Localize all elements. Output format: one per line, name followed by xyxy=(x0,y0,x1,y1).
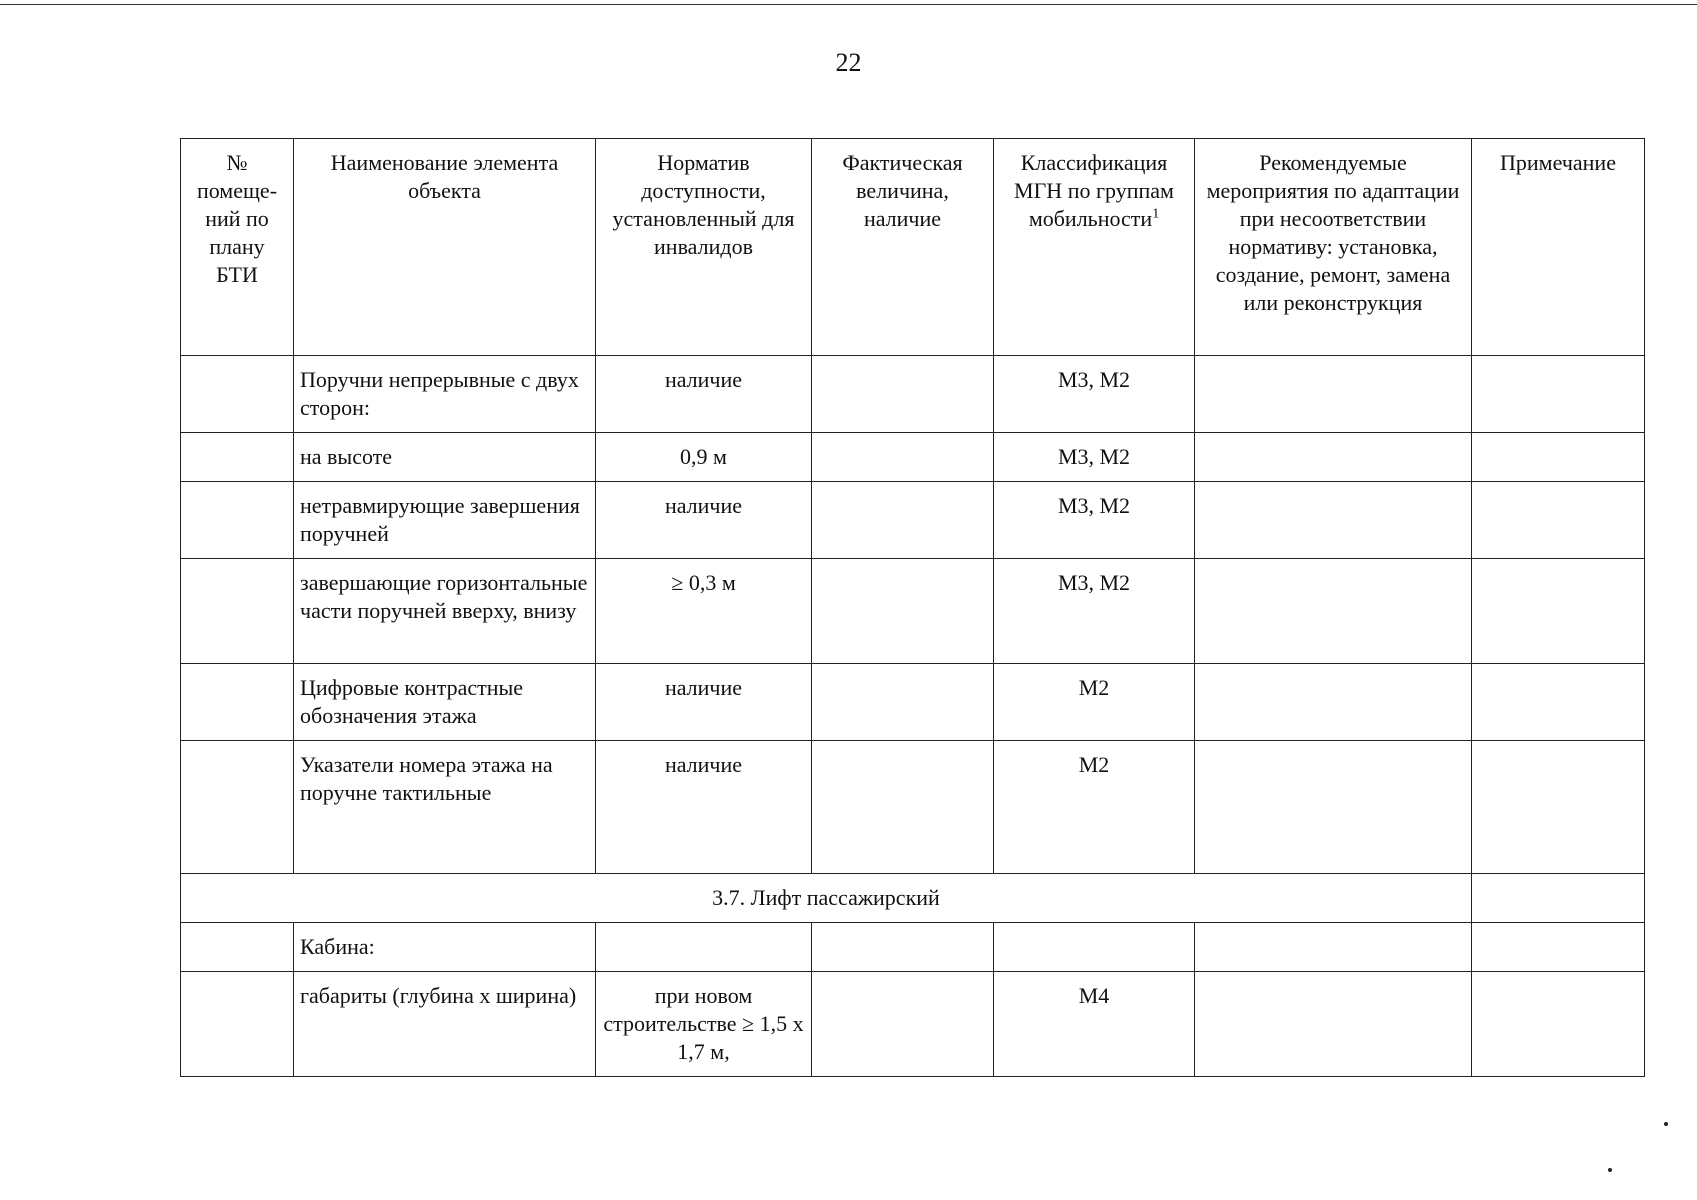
cell-class: М4 xyxy=(994,972,1195,1077)
cell-measures xyxy=(1195,741,1472,874)
header-room-number: № помеще- ний по плану БТИ xyxy=(181,139,294,356)
cell-class: М2 xyxy=(994,741,1195,874)
cell-num xyxy=(181,482,294,559)
table-row xyxy=(181,559,1645,664)
cell-actual xyxy=(812,433,994,482)
header-norm: Норматив доступности, установленный для инвалидов xyxy=(596,139,812,356)
cell-num xyxy=(181,433,294,482)
cell-norm: наличие xyxy=(596,482,812,559)
cell-name: нетравмирующие завершения поручней xyxy=(294,482,596,559)
cell-class: М3, М2 xyxy=(994,559,1195,664)
cell-note xyxy=(1472,664,1645,741)
cell-num xyxy=(181,356,294,433)
page-number: 22 xyxy=(835,48,862,77)
cell-actual xyxy=(812,482,994,559)
cell-norm: наличие xyxy=(596,741,812,874)
table-header-row xyxy=(181,139,1645,356)
cell-actual xyxy=(812,559,994,664)
footnote-marker: 1 xyxy=(1152,206,1160,222)
section-title: 3.7. Лифт пассажирский xyxy=(181,874,1472,923)
cell-actual xyxy=(812,923,994,972)
cell-class xyxy=(994,923,1195,972)
header-element-name: Наименование элемента объекта xyxy=(294,139,596,356)
cell-note xyxy=(1472,356,1645,433)
table-row xyxy=(181,433,1645,482)
cell-norm: наличие xyxy=(596,356,812,433)
header-measures: Рекомендуемые мероприятия по адаптации при несоответствии нормативу: установка, создание, ремонт, замена или реконструкция xyxy=(1195,139,1472,356)
header-actual: Фактическая величина, наличие xyxy=(812,139,994,356)
cell-norm: наличие xyxy=(596,664,812,741)
cell-name: Поручни непрерывные с двух сторон: xyxy=(294,356,596,433)
cell-measures xyxy=(1195,356,1472,433)
cell-measures xyxy=(1195,972,1472,1077)
cell-name: Цифровые контрастные обозначения этажа xyxy=(294,664,596,741)
cell-name: Кабина: xyxy=(294,923,596,972)
cell-note xyxy=(1472,972,1645,1077)
table-row xyxy=(181,356,1645,433)
cell-actual xyxy=(812,972,994,1077)
cell-name: Указатели номера этажа на поручне тактильные xyxy=(294,741,596,874)
cell-note xyxy=(1472,923,1645,972)
cell-num xyxy=(181,923,294,972)
cell-note xyxy=(1472,874,1645,923)
accessibility-table xyxy=(180,138,1645,1077)
cell-actual xyxy=(812,664,994,741)
scan-speck xyxy=(1608,1168,1612,1172)
cell-norm: ≥ 0,3 м xyxy=(596,559,812,664)
cell-norm: 0,9 м xyxy=(596,433,812,482)
cell-note xyxy=(1472,482,1645,559)
cell-norm xyxy=(596,923,812,972)
cell-num xyxy=(181,559,294,664)
table-row xyxy=(181,972,1645,1077)
cell-measures xyxy=(1195,559,1472,664)
header-classification xyxy=(994,139,1195,356)
cell-actual xyxy=(812,741,994,874)
cell-actual xyxy=(812,356,994,433)
cell-name: завершающие горизонтальные части поручней вверху, внизу xyxy=(294,559,596,664)
cell-num xyxy=(181,741,294,874)
scan-speck xyxy=(1664,1122,1668,1126)
cell-norm: при новом строительстве ≥ 1,5 х 1,7 м, xyxy=(596,972,812,1077)
cell-measures xyxy=(1195,482,1472,559)
cell-name: габариты (глубина х ширина) xyxy=(294,972,596,1077)
cell-name: на высоте xyxy=(294,433,596,482)
cell-measures xyxy=(1195,923,1472,972)
table-row xyxy=(181,923,1645,972)
header-note: Примечание xyxy=(1472,139,1645,356)
cell-class: М3, М2 xyxy=(994,433,1195,482)
cell-num xyxy=(181,664,294,741)
cell-class: М3, М2 xyxy=(994,482,1195,559)
cell-measures xyxy=(1195,664,1472,741)
cell-note xyxy=(1472,433,1645,482)
header-classification-text: Классификация МГН по группам мобильности xyxy=(1014,150,1174,231)
top-border-line xyxy=(0,4,1697,5)
section-row xyxy=(181,874,1645,923)
cell-class: М3, М2 xyxy=(994,356,1195,433)
cell-note xyxy=(1472,741,1645,874)
table-row xyxy=(181,482,1645,559)
cell-class: М2 xyxy=(994,664,1195,741)
table-row xyxy=(181,741,1645,874)
cell-note xyxy=(1472,559,1645,664)
table-row xyxy=(181,664,1645,741)
cell-measures xyxy=(1195,433,1472,482)
cell-num xyxy=(181,972,294,1077)
